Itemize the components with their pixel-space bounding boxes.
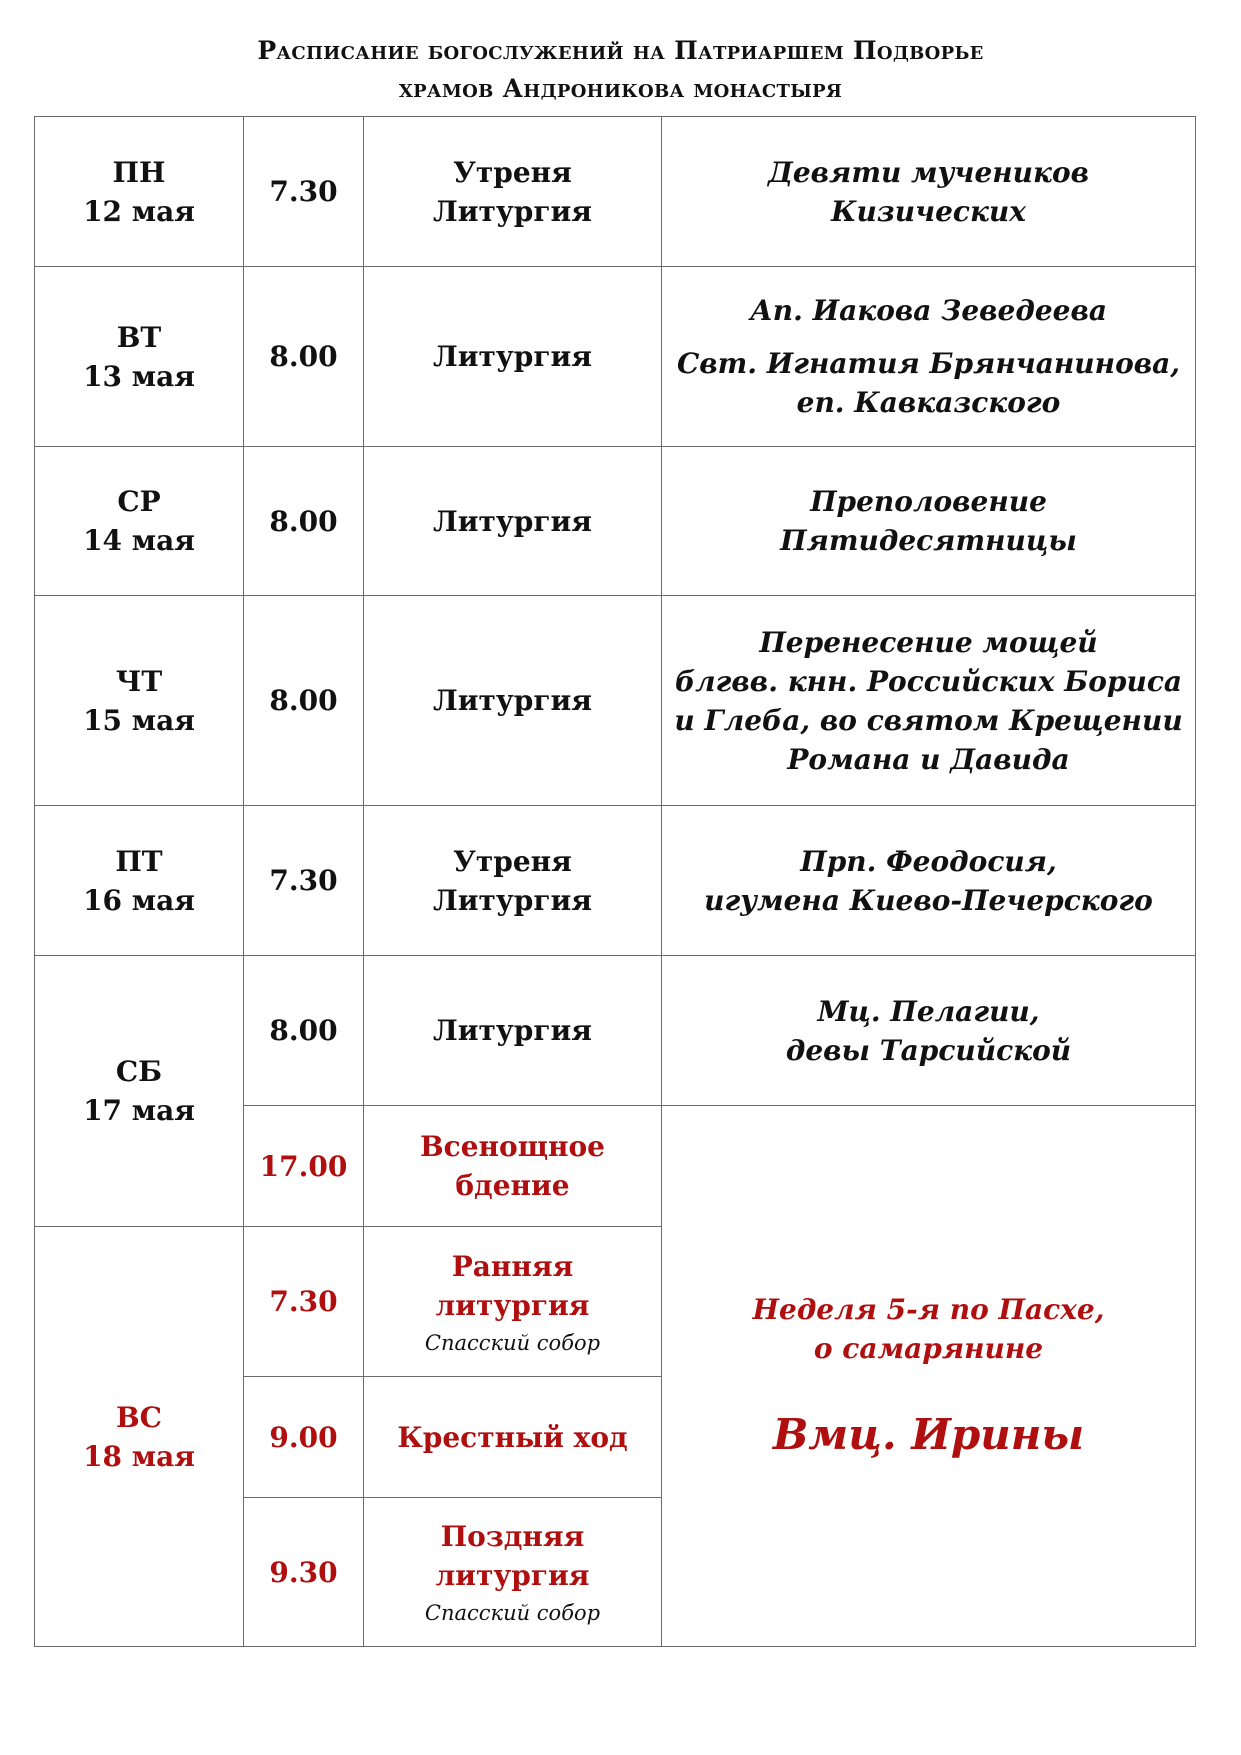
location-note: Спасский собор bbox=[424, 1601, 601, 1625]
table-row bbox=[35, 596, 1196, 806]
service-name: Литургия bbox=[433, 883, 592, 917]
weekday-label: СР bbox=[117, 485, 161, 518]
feast-line: о самарянине bbox=[813, 1332, 1044, 1365]
feast-line: Перенесение мощей bbox=[759, 625, 1098, 659]
date-label: 18 мая bbox=[83, 1439, 195, 1473]
day-cell bbox=[35, 267, 244, 447]
feast-line: Неделя 5-я по Пасхе, bbox=[752, 1293, 1105, 1326]
service-name: литургия bbox=[435, 1559, 590, 1592]
date-label: 15 мая bbox=[83, 703, 195, 737]
table-row bbox=[35, 806, 1196, 956]
feast-line: блгвв. кнн. Российских Бориса bbox=[674, 664, 1183, 698]
service-cell: Литургия bbox=[364, 596, 662, 806]
service-cell: Литургия bbox=[364, 447, 662, 596]
service-name: литургия bbox=[435, 1288, 590, 1322]
service-cell bbox=[364, 1227, 662, 1377]
feast-highlight: Вмц. Ирины bbox=[772, 1410, 1085, 1459]
day-cell bbox=[35, 1227, 244, 1647]
day-cell bbox=[35, 806, 244, 956]
feast-cell bbox=[662, 956, 1196, 1106]
schedule-table bbox=[34, 116, 1196, 1647]
table-row bbox=[35, 267, 1196, 447]
feast-line: Ап. Иакова Зеведеева bbox=[750, 294, 1107, 327]
feast-cell bbox=[662, 267, 1196, 447]
feast-cell bbox=[662, 596, 1196, 806]
day-cell bbox=[35, 956, 244, 1227]
service-cell: Литургия bbox=[364, 956, 662, 1106]
feast-cell bbox=[662, 117, 1196, 267]
time-cell: 8.00 bbox=[244, 956, 364, 1106]
time-cell: 7.30 bbox=[244, 117, 364, 267]
date-label: 13 мая bbox=[83, 359, 195, 393]
table-row bbox=[35, 956, 1196, 1106]
feast-line: игумена Киево-Печерского bbox=[704, 883, 1153, 917]
weekday-label: ПН bbox=[112, 155, 166, 189]
feast-line: еп. Кавказского bbox=[796, 386, 1061, 419]
schedule-subtitle: храмов Андроникова монастыря bbox=[398, 74, 843, 103]
day-cell bbox=[35, 447, 244, 596]
service-name: Поздняя bbox=[440, 1520, 585, 1553]
weekday-label: ПТ bbox=[115, 844, 163, 878]
table-row bbox=[35, 447, 1196, 596]
date-label: 14 мая bbox=[83, 524, 195, 557]
feast-cell bbox=[662, 447, 1196, 596]
feast-line: Свт. Игнатия Брянчанинова, bbox=[676, 347, 1181, 380]
time-cell: 17.00 bbox=[244, 1106, 364, 1227]
service-cell bbox=[364, 1498, 662, 1647]
feast-line: Романа и Давида bbox=[787, 742, 1070, 776]
day-cell bbox=[35, 117, 244, 267]
feast-line: и Глеба, во святом Крещении bbox=[674, 703, 1183, 737]
weekday-label: ВС bbox=[116, 1400, 162, 1434]
feast-line: Пятидесятницы bbox=[780, 524, 1077, 557]
feast-line: Кизических bbox=[831, 194, 1026, 228]
service-name: Ранняя bbox=[451, 1249, 574, 1283]
weekday-label: ЧТ bbox=[115, 664, 163, 698]
date-label: 17 мая bbox=[83, 1094, 195, 1127]
service-cell: Литургия bbox=[364, 267, 662, 447]
feast-cell bbox=[662, 1106, 1196, 1647]
feast-cell bbox=[662, 806, 1196, 956]
weekday-label: ВТ bbox=[116, 320, 162, 354]
time-cell: 9.30 bbox=[244, 1498, 364, 1647]
feast-line: Преполовение bbox=[810, 485, 1047, 518]
date-label: 12 мая bbox=[83, 194, 195, 228]
time-cell: 8.00 bbox=[244, 447, 364, 596]
date-label: 16 мая bbox=[83, 883, 195, 917]
time-cell: 9.00 bbox=[244, 1377, 364, 1498]
service-name: бдение bbox=[455, 1169, 570, 1202]
service-name: Утреня bbox=[453, 155, 572, 189]
table-row bbox=[35, 117, 1196, 267]
service-name: Литургия bbox=[433, 194, 592, 228]
schedule-title: Расписание богослужений на Патриаршем Подворье bbox=[257, 36, 984, 65]
weekday-label: СБ bbox=[115, 1055, 163, 1088]
time-cell: 7.30 bbox=[244, 1227, 364, 1377]
time-cell: 8.00 bbox=[244, 596, 364, 806]
service-name: Всенощное bbox=[420, 1130, 605, 1163]
time-cell: 8.00 bbox=[244, 267, 364, 447]
location-note: Спасский собор bbox=[424, 1330, 601, 1355]
service-cell bbox=[364, 806, 662, 956]
feast-line: девы Тарсийской bbox=[785, 1033, 1072, 1067]
feast-line: Мц. Пелагии, bbox=[817, 994, 1040, 1028]
time-cell: 7.30 bbox=[244, 806, 364, 956]
service-cell bbox=[364, 117, 662, 267]
feast-line: Прп. Феодосия, bbox=[800, 844, 1057, 878]
feast-line: Девяти мучеников bbox=[767, 155, 1090, 189]
service-name: Утреня bbox=[453, 844, 572, 878]
service-cell: Крестный ход bbox=[364, 1377, 662, 1498]
service-cell bbox=[364, 1106, 662, 1227]
day-cell bbox=[35, 596, 244, 806]
